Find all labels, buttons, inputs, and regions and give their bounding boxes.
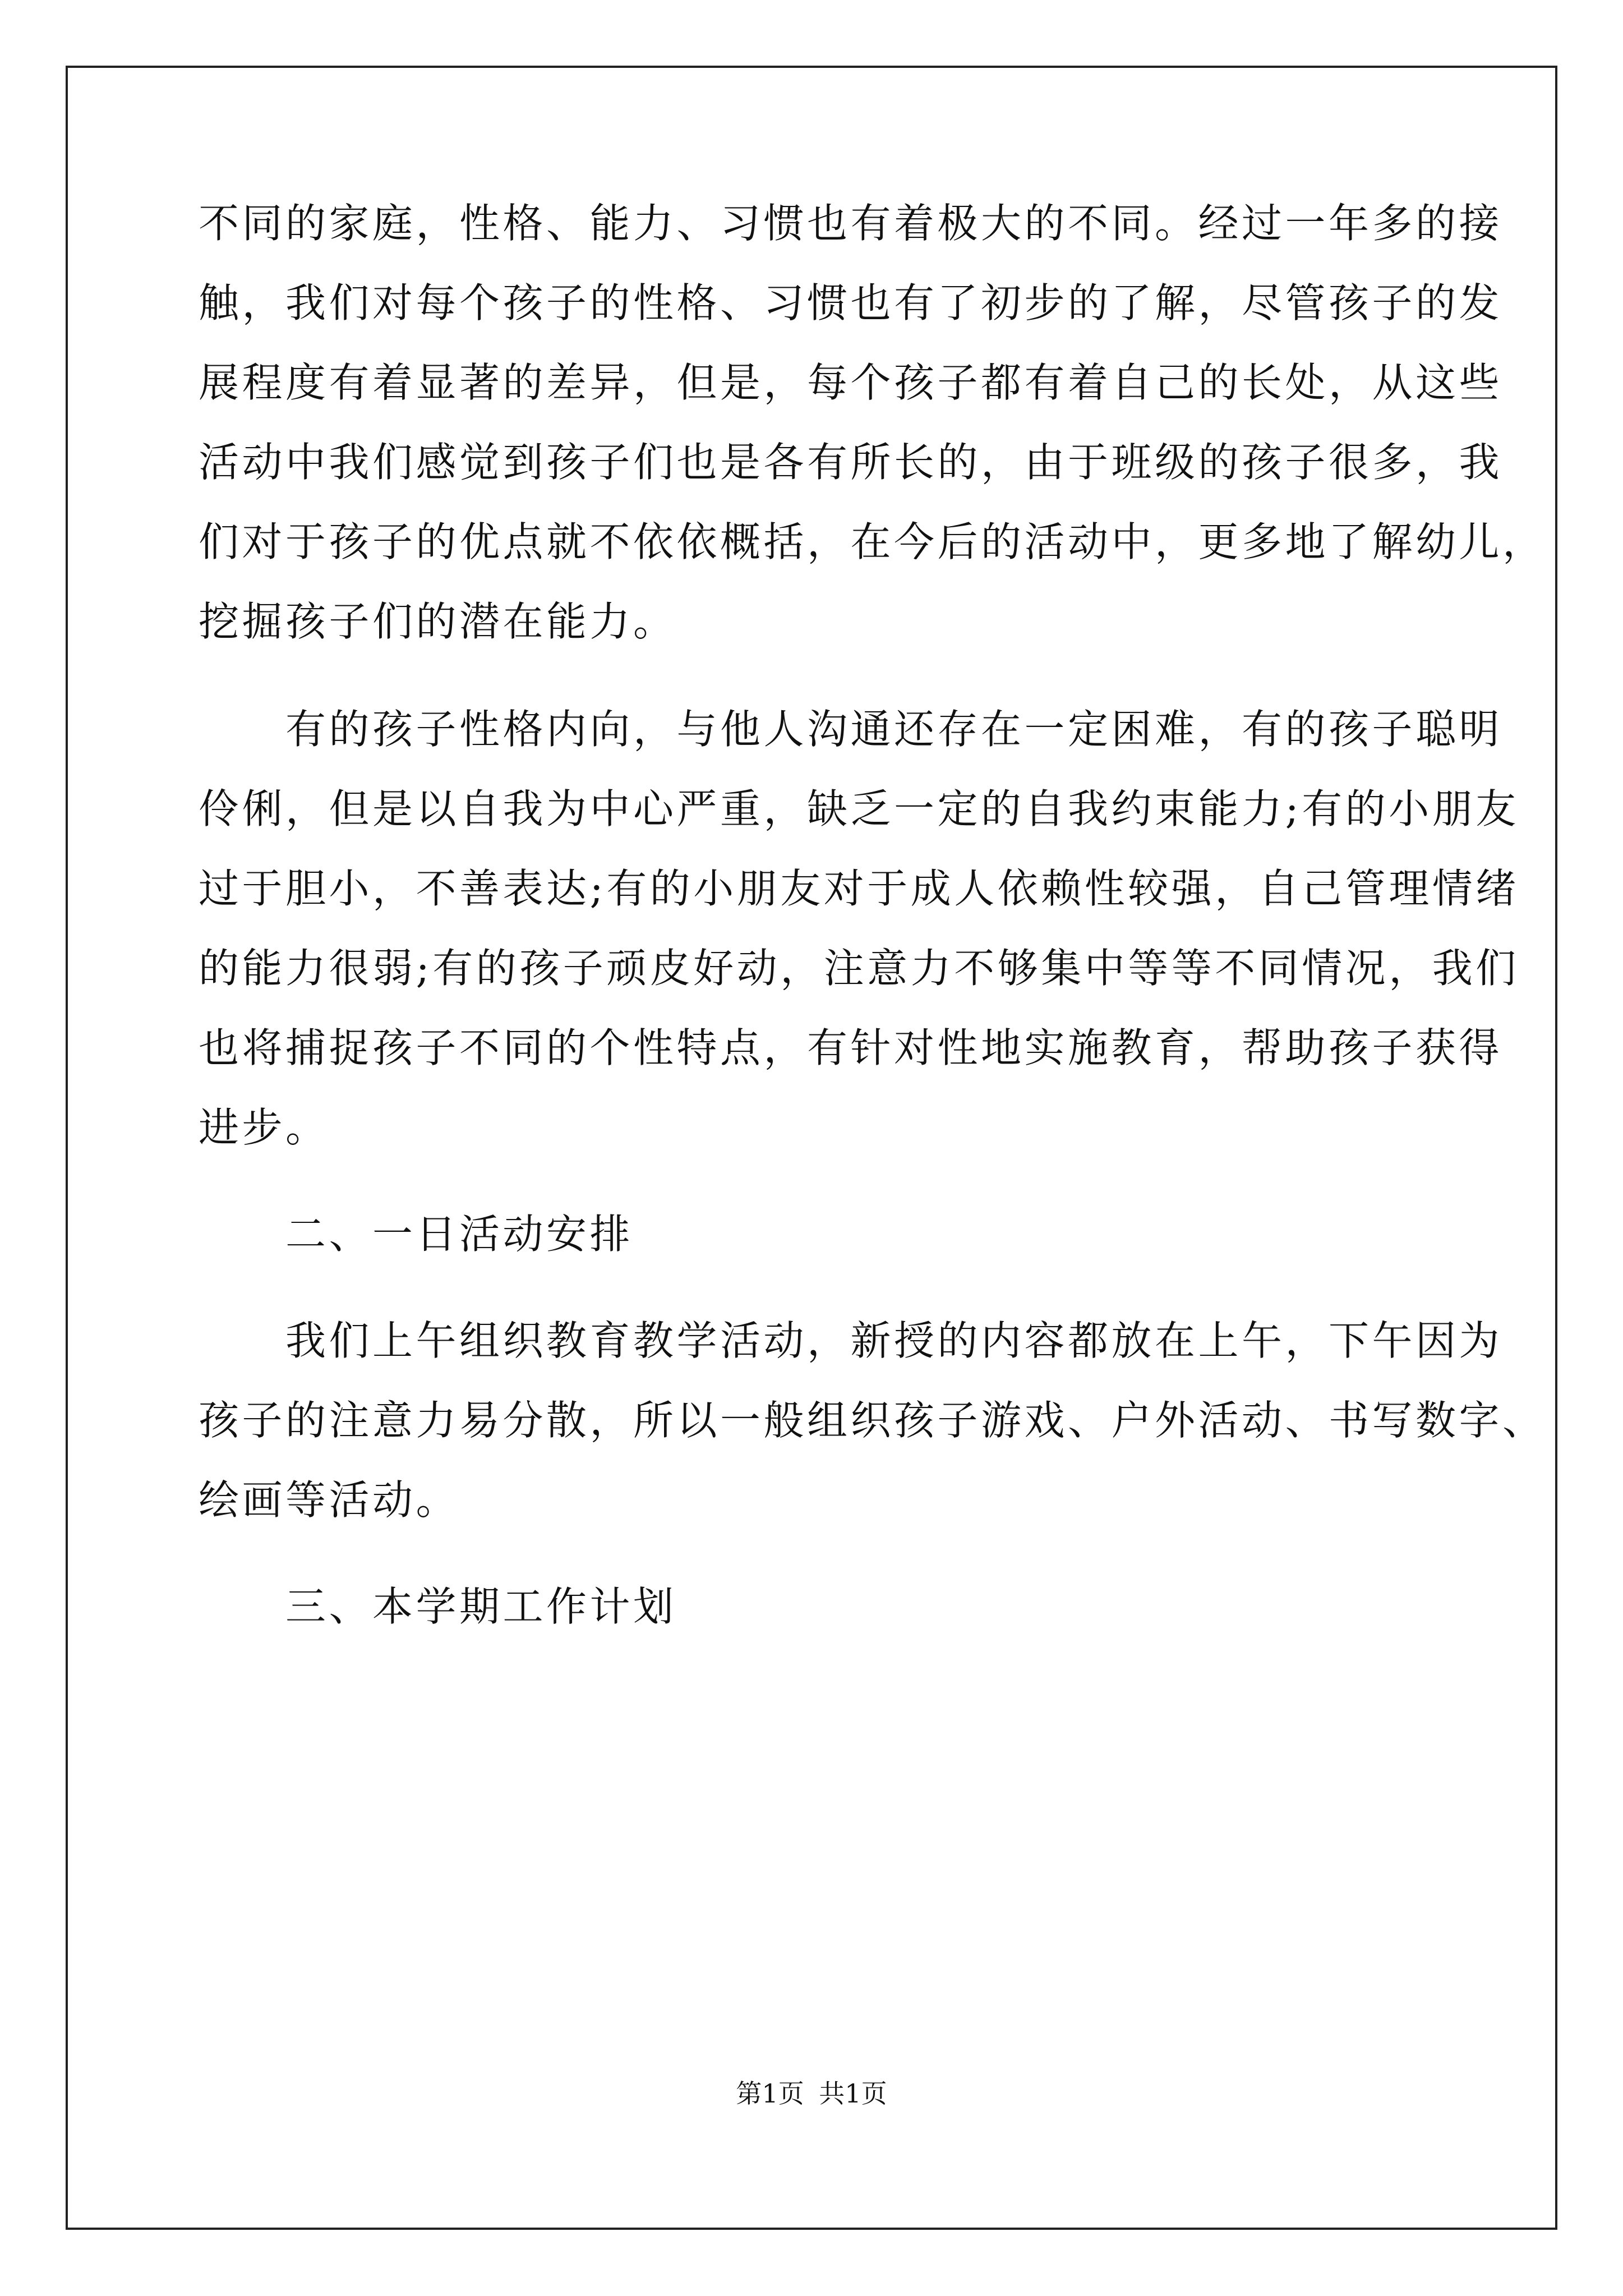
- text-line: 们对于孩子的优点就不依依概括，在今后的活动中，更多地了解幼儿，: [199, 518, 1546, 565]
- text-line: 进步。: [199, 1104, 329, 1151]
- section-heading: 二、一日活动安排: [199, 1211, 634, 1258]
- text-line: 过于胆小，不善表达;有的小朋友对于成人依赖性较强，自己管理情绪: [199, 865, 1519, 912]
- text-line: 也将捕捉孩子不同的个性特点，有针对性地实施教育，帮助孩子获得: [199, 1024, 1503, 1071]
- text-line: 绘画等活动。: [199, 1476, 460, 1524]
- text-line: 展程度有着显著的差异，但是，每个孩子都有着自己的长处，从这些: [199, 359, 1503, 406]
- text-line: 的能力很弱;有的孩子顽皮好动，注意力不够集中等等不同情况，我们: [199, 945, 1519, 992]
- section-heading: 三、本学期工作计划: [199, 1583, 677, 1630]
- text-line: 伶俐，但是以自我为中心严重，缺乏一定的自我约束能力;有的小朋友: [199, 785, 1519, 832]
- text-line: 孩子的注意力易分散，所以一般组织孩子游戏、户外活动、书写数字、: [199, 1397, 1546, 1444]
- text-line: 不同的家庭，性格、能力、习惯也有着极大的不同。经过一年多的接: [199, 200, 1503, 247]
- page-footer: 第1页 共1页: [736, 2078, 887, 2109]
- text-line: 触，我们对每个孩子的性格、习惯也有了初步的了解，尽管孩子的发: [199, 279, 1503, 326]
- text-line: 我们上午组织教育教学活动，新授的内容都放在上午，下午因为: [199, 1317, 1503, 1364]
- text-line: 挖掘孩子们的潜在能力。: [199, 598, 677, 645]
- text-line: 活动中我们感觉到孩子们也是各有所长的，由于班级的孩子很多，我: [199, 439, 1503, 486]
- text-line: 有的孩子性格内向，与他人沟通还存在一定困难，有的孩子聪明: [199, 706, 1503, 753]
